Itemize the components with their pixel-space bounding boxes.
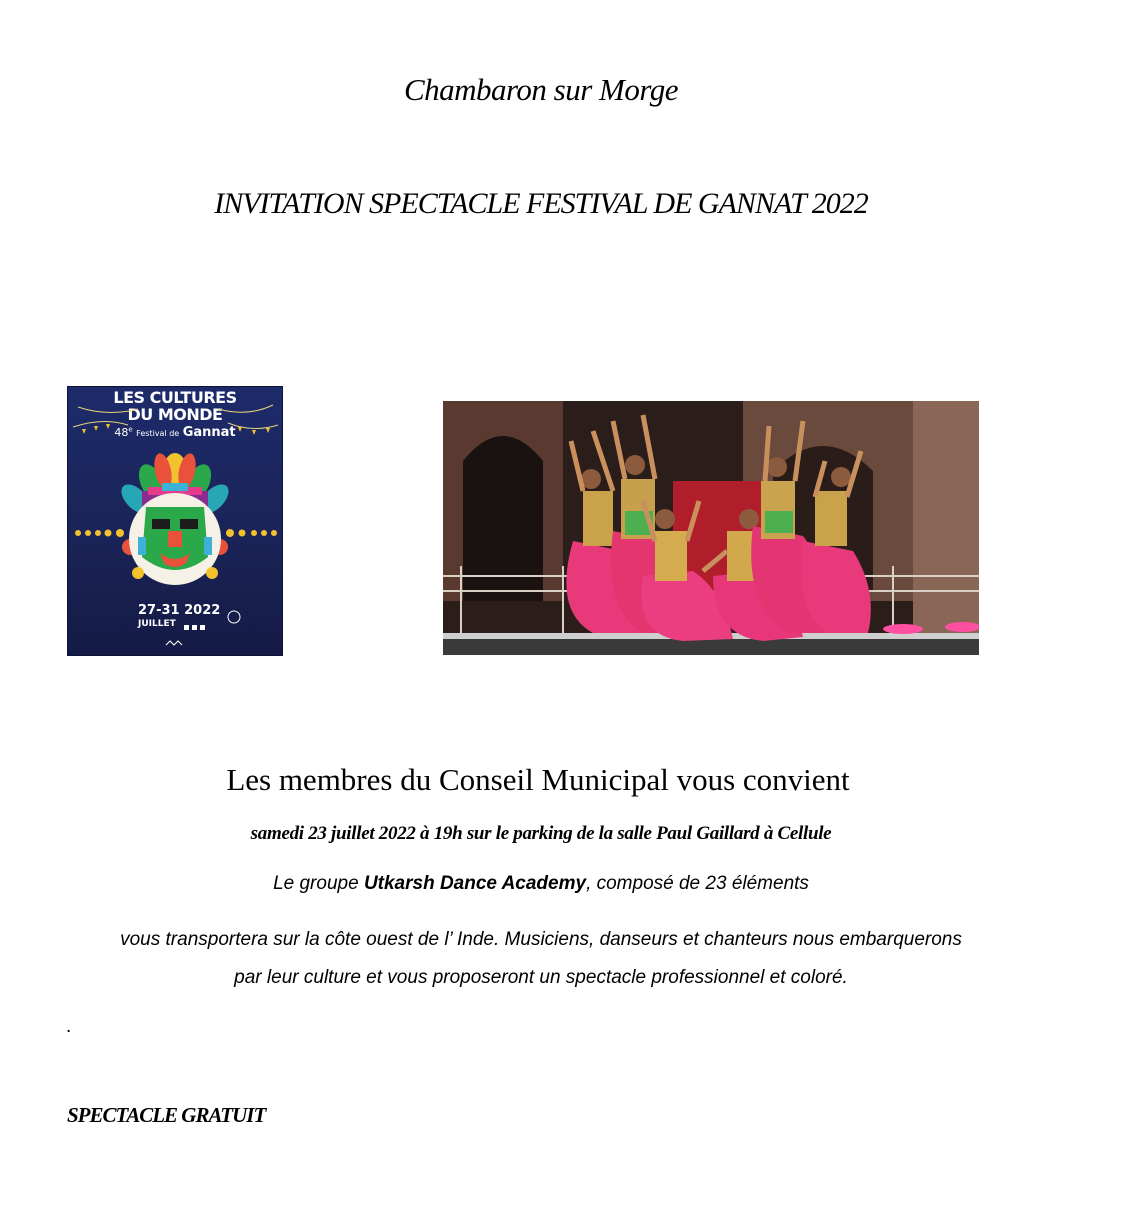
poster-month: JUILLET [138, 619, 176, 629]
poster-dates: 27-31 2022 [138, 603, 221, 618]
poster-city: Gannat [182, 425, 236, 440]
poster-festival-label: Festival de [136, 429, 180, 438]
description-line-2: par leur culture et vous proposeront un spectacle professionnel et coloré. [234, 967, 848, 988]
description-line-1: vous transportera sur la côte ouest de l’ Inde. Musiciens, danseurs et chanteurs nous embarquerons [120, 929, 962, 950]
poster-title-line2: DU MONDE [127, 405, 223, 424]
festival-poster [67, 386, 283, 656]
poster-edition-sup: e [128, 425, 133, 434]
dancers-photo [443, 401, 979, 655]
group-prefix: Le groupe [273, 873, 364, 894]
dancers-illustration [443, 401, 979, 655]
group-name: Utkarsh Dance Academy [363, 873, 587, 894]
separator-dot: . [66, 1016, 72, 1037]
group-suffix: , composé de 23 éléments [586, 873, 809, 894]
town-name: Chambaron sur Morge [403, 72, 679, 107]
event-date-location: samedi 23 juillet 2022 à 19h sur le parking de la salle Paul Gaillard à Cellule [250, 823, 832, 844]
group-line [0, 873, 1082, 895]
invitation-line: Les membres du Conseil Municipal vous convient [226, 762, 850, 797]
page-title: INVITATION SPECTACLE FESTIVAL DE GANNAT 2022 [214, 187, 868, 220]
free-show-label: SPECTACLE GRATUIT [67, 1103, 266, 1127]
poster-title-line1: LES CULTURES [113, 388, 237, 407]
poster-edition: 48 [114, 426, 129, 439]
